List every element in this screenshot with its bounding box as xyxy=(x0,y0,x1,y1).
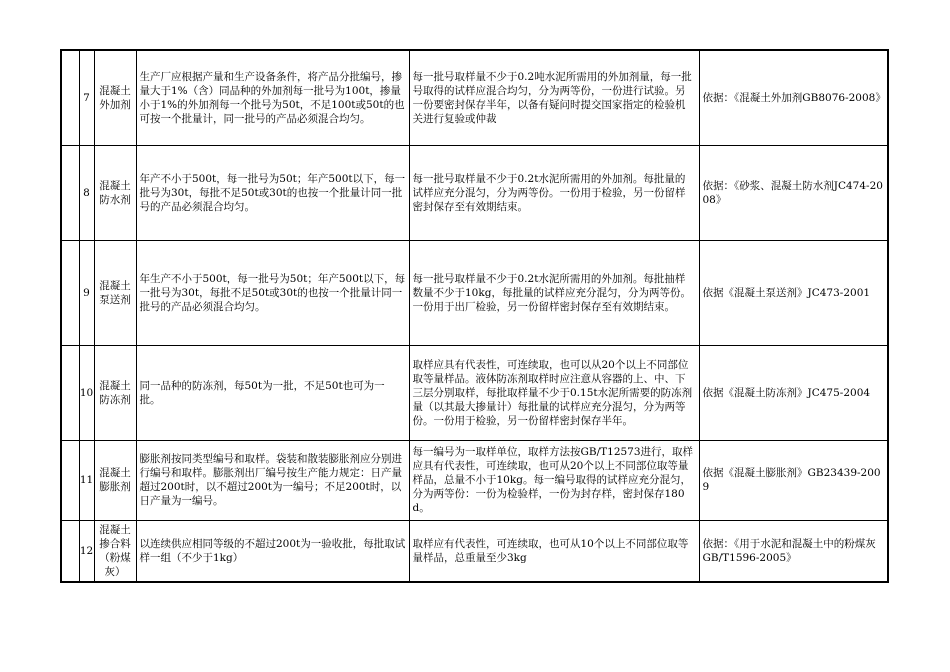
sampling-rule: 每一批号取样量不少于0.2吨水泥所需用的外加剂量，每一批号取得的试样应混合均匀，分为两等份，一份进行试验。另一份要密封保存半年，以备有疑问时提交国家指定的检验机关进行复验或仲裁 xyxy=(409,50,699,145)
standard-basis: 依据《混凝土防冻剂》JC475-2004 xyxy=(699,345,888,440)
batch-rule: 同一品种的防冻剂，每50t为一批，不足50t也可为一批。 xyxy=(136,345,409,440)
standard-basis: 依据《混凝土泵送剂》JC473-2001 xyxy=(699,240,888,345)
standard-basis: 依据《混凝土膨胀剂》GB23439-2009 xyxy=(699,440,888,520)
row-number: 7 xyxy=(79,50,94,145)
batch-rule: 年生产不小于500t，每一批号为50t；年产500t以下，每一批号为30t，每批不足50t或30t的也按一个批量计同一批号的产品必须混合均匀。 xyxy=(136,240,409,345)
batch-rule: 生产厂应根据产量和生产设备条件，将产品分批编号，掺量大于1%（含）同品种的外加剂每一批号为100t，掺量小于1%的外加剂每一个批号为50t，不足100t或50t的也可按一个批量计，同一批号的产品必须混合均匀。 xyxy=(136,50,409,145)
table-row xyxy=(61,50,888,145)
material-name: 混凝土膨胀剂 xyxy=(94,440,136,520)
standard-basis: 依据：《混凝土外加剂GB8076-2008》 xyxy=(699,50,888,145)
batch-rule: 以连续供应相同等级的不超过200t为一验收批，每批取试样一组（不少于1kg） xyxy=(136,520,409,582)
material-name: 混凝土防水剂 xyxy=(94,145,136,240)
sampling-standards-table xyxy=(60,49,889,583)
sampling-rule: 取样应具有代表性，可连续取，也可以从20个以上不同部位取等量样品。液体防冻剂取样时应注意从容器的上、中、下三层分别取样，每批取样量不少于0.15t水泥所需要的防冻剂量（以其最大掺量计）每批量的试样应充分混匀，分为两等份。一份用于检验，另一份留样密封保存半年。 xyxy=(409,345,699,440)
row-number: 9 xyxy=(79,240,94,345)
row-number: 10 xyxy=(79,345,94,440)
row-gutter xyxy=(61,240,79,345)
row-number: 8 xyxy=(79,145,94,240)
material-name: 混凝土掺合料（粉煤灰） xyxy=(94,520,136,582)
row-gutter xyxy=(61,345,79,440)
table-row xyxy=(61,240,888,345)
table-row xyxy=(61,520,888,582)
material-name: 混凝土外加剂 xyxy=(94,50,136,145)
standard-basis: 依据：《砂浆、混凝土防水剂JC474-2008》 xyxy=(699,145,888,240)
row-gutter xyxy=(61,440,79,520)
row-gutter xyxy=(61,50,79,145)
row-number: 12 xyxy=(79,520,94,582)
sampling-rule: 取样应有代表性，可连续取，也可从10个以上不同部位取等量样品，总重量至少3kg xyxy=(409,520,699,582)
row-gutter xyxy=(61,145,79,240)
material-name: 混凝土防冻剂 xyxy=(94,345,136,440)
batch-rule: 年产不小于500t，每一批号为50t；年产500t以下，每一批号为30t，每批不足50t或30t的也按一个批量计同一批号的产品必须混合均匀。 xyxy=(136,145,409,240)
material-name: 混凝土泵送剂 xyxy=(94,240,136,345)
table-row xyxy=(61,345,888,440)
sampling-rule: 每一批号取样量不少于0.2t水泥所需用的外加剂。每批抽样数量不少于10kg，每批量的试样应充分混匀，分为两等份。一份用于出厂检验，另一份留样密封保存至有效期结束。 xyxy=(409,240,699,345)
table-row xyxy=(61,145,888,240)
standards-table-sheet xyxy=(60,49,887,583)
sampling-rule: 每一批号取样量不少于0.2t水泥所需用的外加剂。每批量的试样应充分混匀，分为两等份。一份用于检验，另一份留样密封保存至有效期结束。 xyxy=(409,145,699,240)
row-gutter xyxy=(61,520,79,582)
batch-rule: 膨胀剂按同类型编号和取样。袋装和散装膨胀剂应分别进行编号和取样。膨胀剂出厂编号按生产能力规定：日产量超过200t时，以不超过200t为一编号；不足200t时，以日产量为一编号。 xyxy=(136,440,409,520)
table-row xyxy=(61,440,888,520)
row-number: 11 xyxy=(79,440,94,520)
sampling-rule: 每一编号为一取样单位，取样方法按GB/T12573进行，取样应具有代表性，可连续取，也可从20个以上不同部位取等量样品，总量不小于10kg。每一编号取得的试样应充分混匀，分为两等份：一份为检验样，一份为封存样，密封保存180d。 xyxy=(409,440,699,520)
standard-basis: 依据：《用于水泥和混凝土中的粉煤灰GB/T1596-2005》 xyxy=(699,520,888,582)
